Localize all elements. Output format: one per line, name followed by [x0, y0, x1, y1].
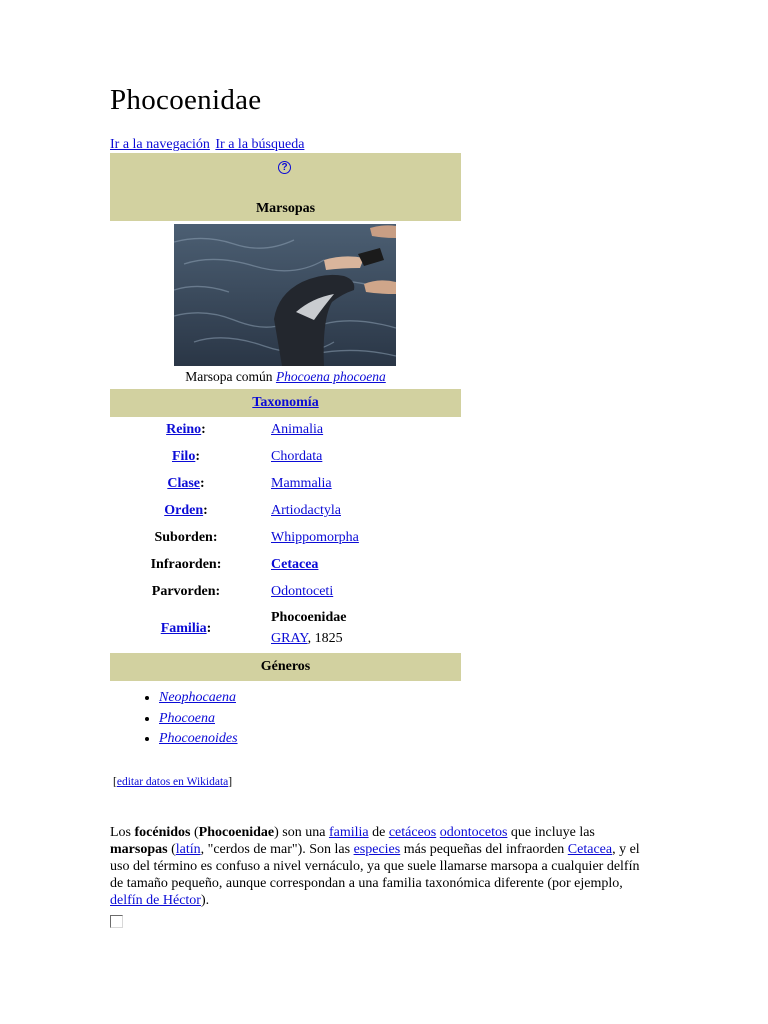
genera-header: Géneros — [110, 653, 461, 681]
value-cetacea-link[interactable]: Cetacea — [271, 557, 319, 572]
taxobox — [110, 153, 461, 681]
value-whippomorpha-link[interactable]: Whippomorpha — [271, 530, 359, 545]
skip-to-navigation-link[interactable]: Ir a la navegación — [110, 137, 210, 152]
taxonomy-row: Parvorden: Odontoceti — [151, 584, 334, 599]
taxonomy-row: Filo: Chordata — [171, 449, 323, 464]
intro-text: de — [368, 825, 389, 840]
list-item — [159, 729, 238, 750]
value-odontoceti-link[interactable]: Odontoceti — [271, 584, 334, 599]
familia-value — [271, 607, 346, 649]
especies-link[interactable]: especies — [353, 842, 401, 857]
intro-paragraph — [110, 824, 650, 909]
taxonomy-header — [110, 389, 461, 417]
taxonomy-row: Clase: Mammalia — [167, 476, 332, 491]
image-caption-text: Marsopa común — [185, 369, 276, 384]
genera-list — [159, 688, 238, 750]
intro-bold-marsopas: marsopas — [110, 842, 168, 857]
taxonomy-row: Suborden: Whippomorpha — [154, 530, 359, 545]
familia-name: Phocoenidae — [271, 610, 347, 625]
taxonomy-link[interactable]: Taxonomía — [252, 395, 319, 410]
porpoise-photo[interactable] — [174, 224, 396, 366]
rank-reino-link[interactable]: Reino — [166, 422, 202, 437]
rank-suborden-label: Suborden — [154, 530, 213, 545]
page-title: Phocoenidae — [110, 84, 262, 116]
intro-text: , y el uso del término es confuso a nivel vernáculo, ya que suele llamarse marsopa a cualquier delfín de tamaño pequeño, aunque correspondan a una familia taxonómica diferente (por ejemplo, — [110, 842, 640, 891]
intro-text: que incluye las — [507, 825, 595, 840]
intro-text: Los — [110, 825, 135, 840]
value-artiodactyla-link[interactable]: Artiodactyla — [271, 503, 341, 518]
authority-year: , 1825 — [307, 631, 343, 646]
genus-neophocaena-link[interactable]: Neophocaena — [159, 690, 236, 705]
rank-parvorden-label: Parvorden — [151, 584, 216, 599]
intro-text: ( — [167, 842, 176, 857]
rank-filo-link[interactable]: Filo — [171, 449, 196, 464]
value-mammalia-link[interactable]: Mammalia — [271, 476, 332, 491]
latin-link[interactable]: latín — [175, 842, 201, 857]
odontocetos-link[interactable]: odontocetos — [439, 825, 508, 840]
delfin-de-hector-link[interactable]: delfín de Héctor — [110, 893, 201, 908]
taxonomy-row: Infraorden: Cetacea — [150, 557, 319, 572]
rank-infraorden-label: Infraorden — [150, 557, 217, 572]
broken-image-icon — [110, 915, 123, 928]
rank-familia-link[interactable]: Familia — [160, 621, 207, 636]
familia-link[interactable]: familia — [328, 825, 369, 840]
genus-phocoenoides-link[interactable]: Phocoenoides — [159, 731, 238, 746]
cetaceos-link[interactable]: cetáceos — [388, 825, 437, 840]
taxonomy-row: Familia: Phocoenidae GRAY, 1825 — [110, 606, 461, 653]
rank-orden-link[interactable]: Orden — [164, 503, 204, 518]
intro-text: más pequeñas del infraorden — [400, 842, 568, 857]
taxonomy-row: Orden: Artiodactyla — [164, 503, 341, 518]
wikidata-edit: [editar datos en Wikidata] — [113, 776, 233, 788]
rank-clase-link[interactable]: Clase — [167, 476, 200, 491]
intro-text: ). — [200, 893, 210, 908]
taxobox-header — [110, 153, 461, 221]
taxonomy-rows — [110, 417, 461, 653]
list-item — [159, 709, 238, 730]
skip-links — [110, 137, 306, 153]
authority-gray-link[interactable]: GRAY — [271, 631, 308, 646]
taxobox-title: Marsopas — [255, 201, 316, 216]
edit-wikidata-link[interactable]: editar datos en Wikidata — [116, 776, 229, 788]
taxobox-image-section — [110, 221, 461, 389]
value-chordata-link[interactable]: Chordata — [271, 449, 323, 464]
list-item — [159, 688, 238, 709]
cetacea-link[interactable]: Cetacea — [567, 842, 613, 857]
intro-text: , "cerdos de mar"). Son las — [200, 842, 354, 857]
image-caption — [110, 369, 461, 385]
intro-bold-phocoenidae: Phocoenidae — [198, 825, 275, 840]
intro-bold-focenidos: focénidos — [134, 825, 191, 840]
value-animalia-link[interactable]: Animalia — [271, 422, 324, 437]
skip-to-search-link[interactable]: Ir a la búsqueda — [215, 137, 305, 152]
image-caption-species-link[interactable]: Phocoena phocoena — [275, 369, 386, 384]
genus-phocoena-link[interactable]: Phocoena — [159, 710, 215, 726]
help-icon[interactable]: ? — [278, 161, 291, 174]
intro-text: ( — [190, 825, 199, 840]
taxonomy-row: Reino: Animalia — [166, 422, 324, 437]
intro-text: ) son una — [274, 825, 329, 840]
